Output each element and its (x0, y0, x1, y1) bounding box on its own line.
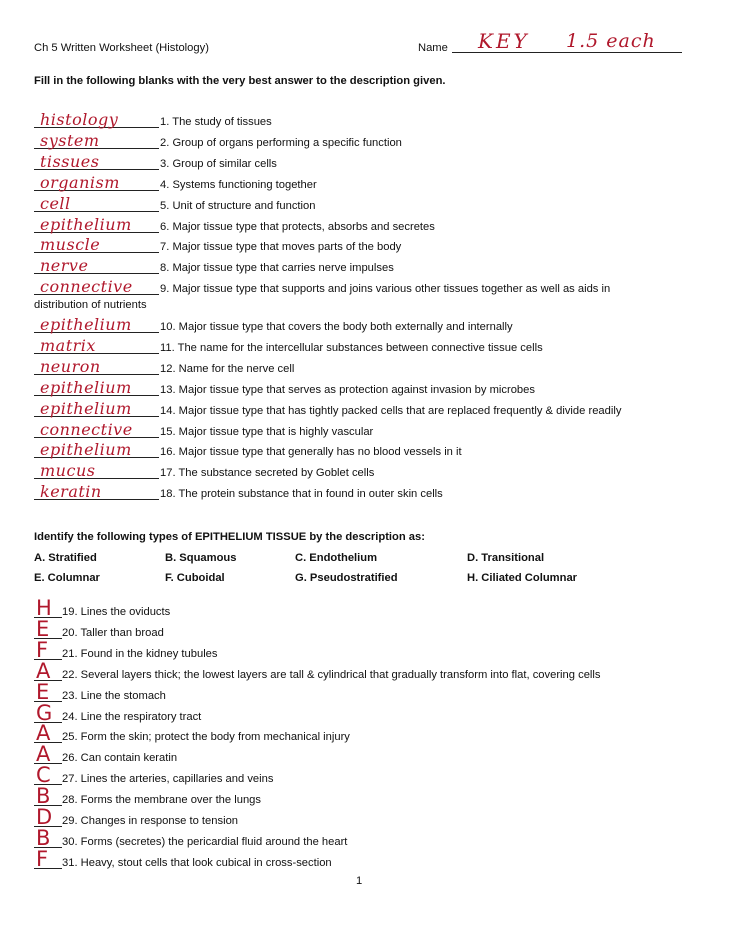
option-h: H. Ciliated Columnar (467, 572, 578, 584)
question-text: 23. Line the stomach (62, 689, 166, 702)
handwritten-answer: cell (40, 193, 71, 213)
question-text: 8. Major tissue type that carries nerve impulses (160, 262, 394, 275)
question-text: 27. Lines the arteries, capillaries and veins (62, 773, 274, 786)
handwritten-answer: epithelium (40, 315, 132, 334)
blank-row (0, 379, 735, 400)
section1-instruction: Fill in the following blanks with the very best answer to the description given. (34, 75, 446, 87)
letter-row (0, 700, 735, 726)
question-text: 6. Major tissue type that protects, absorbs and secretes (160, 220, 435, 233)
option-f: F. Cuboidal (165, 572, 225, 584)
blank-row (0, 216, 735, 237)
question-text: 30. Forms (secretes) the pericardial fluid around the heart (62, 835, 348, 848)
blank-row (0, 174, 735, 195)
blank-row (0, 483, 735, 504)
handwritten-answer: neuron (40, 356, 101, 376)
handwritten-letter: E (36, 616, 50, 641)
page-number: 1 (356, 875, 363, 887)
handwritten-answer: histology (40, 110, 119, 129)
question-text: 5. Unit of structure and function (160, 199, 316, 212)
question-text: 25. Form the skin; protect the body from mechanical injury (62, 731, 350, 744)
handwritten-answer: epithelium (40, 440, 132, 460)
letter-row (0, 596, 735, 621)
option-c: C. Endothelium (295, 552, 378, 564)
handwritten-answer: muscle (40, 235, 101, 255)
handwritten-answer: connective (40, 419, 133, 439)
handwritten-letter: G (36, 700, 53, 725)
option-d: D. Transitional (467, 552, 545, 564)
question-text: 16. Major tissue type that generally has no blood vessels in it (160, 446, 462, 459)
question-text: 9. Major tissue type that supports and joins various other tissues together as well as aids in (160, 283, 611, 296)
section2-instruction: Identify the following types of EPITHELIUM TISSUE by the description as: (34, 531, 425, 543)
letter-row (0, 679, 735, 705)
question-text: 18. The protein substance that in found in outer skin cells (160, 488, 443, 501)
letter-row (0, 784, 735, 809)
blank-row (0, 278, 735, 299)
handwritten-letter: H (36, 596, 52, 620)
question-text: 20. Taller than broad (62, 626, 164, 639)
option-e: E. Columnar (34, 572, 100, 584)
blank-row (0, 132, 735, 153)
blank-row (0, 358, 735, 379)
question-text: 15. Major tissue type that is highly vascular (160, 425, 374, 438)
handwritten-answer: epithelium (40, 377, 132, 397)
handwritten-letter: E (36, 679, 50, 704)
blank-row (0, 400, 735, 421)
blank-row (0, 153, 735, 174)
letter-row (0, 846, 735, 872)
handwritten-answer: epithelium (40, 398, 132, 418)
handwritten-letter: A (36, 721, 51, 746)
option-g: G. Pseudostratified (295, 572, 398, 584)
blank-row (0, 111, 735, 132)
option-a: A. Stratified (34, 552, 97, 564)
handwritten-letter: F (36, 846, 49, 871)
question-text: 19. Lines the oviducts (62, 606, 171, 618)
handwritten-letter: A (36, 658, 51, 683)
question-text: 1. The study of tissues (160, 116, 272, 128)
handwritten-letter: B (36, 784, 51, 809)
handwritten-letter: C (36, 763, 51, 788)
question-text: 12. Name for the nerve cell (160, 362, 295, 375)
blank-row (0, 462, 735, 483)
handwritten-letter: A (36, 742, 51, 767)
letter-row (0, 721, 735, 746)
handwritten-answer: epithelium (40, 214, 132, 234)
name-label: Name (418, 42, 448, 54)
blank-row (0, 421, 735, 442)
letter-row (0, 616, 735, 642)
question-text: 13. Major tissue type that serves as protection against invasion by microbes (160, 383, 535, 396)
handwritten-answer: organism (40, 172, 120, 192)
handwritten-answer: keratin (40, 482, 102, 502)
letter-row (0, 658, 735, 684)
question-text: 4. Systems functioning together (160, 178, 317, 191)
blank-row (0, 236, 735, 257)
handwritten-letter: B (36, 825, 51, 850)
question-text: 29. Changes in response to tension (62, 815, 239, 827)
question-text: 14. Major tissue type that has tightly packed cells that are replaced frequently & divide readily (160, 404, 622, 417)
handwritten-answer: system (40, 130, 100, 150)
name-value: KEY (478, 29, 530, 53)
letter-row (0, 763, 735, 788)
handwritten-answer: tissues (40, 151, 100, 171)
question-text: 31. Heavy, stout cells that look cubical in cross-section (62, 856, 332, 869)
question-text: 22. Several layers thick; the lowest layers are tall & cylindrical that gradually transform into flat, covering cells (62, 668, 601, 681)
blank-row (0, 337, 735, 358)
question-text: 28. Forms the membrane over the lungs (62, 794, 261, 807)
question-text: 11. The name for the intercellular substances between connective tissue cells (160, 341, 543, 354)
handwritten-answer: nerve (40, 256, 89, 276)
handwritten-letter: F (36, 637, 49, 662)
question-text: 3. Group of similar cells (160, 157, 277, 170)
question-continuation: distribution of nutrients (34, 299, 147, 312)
handwritten-answer: connective (40, 277, 133, 297)
handwritten-answer: matrix (40, 335, 96, 355)
question-text: 2. Group of organs performing a specific function (160, 136, 402, 149)
blank-row (0, 316, 735, 337)
option-b: B. Squamous (165, 552, 237, 564)
blank-row (0, 441, 735, 462)
question-text: 21. Found in the kidney tubules (62, 647, 218, 660)
question-text: 26. Can contain keratin (62, 752, 178, 765)
points-note: 1.5 each (566, 30, 656, 52)
question-text: 17. The substance secreted by Goblet cells (160, 467, 375, 480)
question-text: 7. Major tissue type that moves parts of the body (160, 241, 402, 254)
handwritten-answer: mucus (40, 461, 96, 481)
question-text: 24. Line the respiratory tract (62, 710, 202, 723)
blank-row (0, 257, 735, 278)
letter-row (0, 825, 735, 851)
worksheet-title: Ch 5 Written Worksheet (Histology) (34, 42, 209, 54)
letter-row (0, 742, 735, 767)
question-text: 10. Major tissue type that covers the body both externally and internally (160, 321, 513, 333)
handwritten-letter: D (36, 805, 53, 829)
blank-row (0, 195, 735, 216)
letter-row (0, 637, 735, 663)
letter-row (0, 805, 735, 830)
